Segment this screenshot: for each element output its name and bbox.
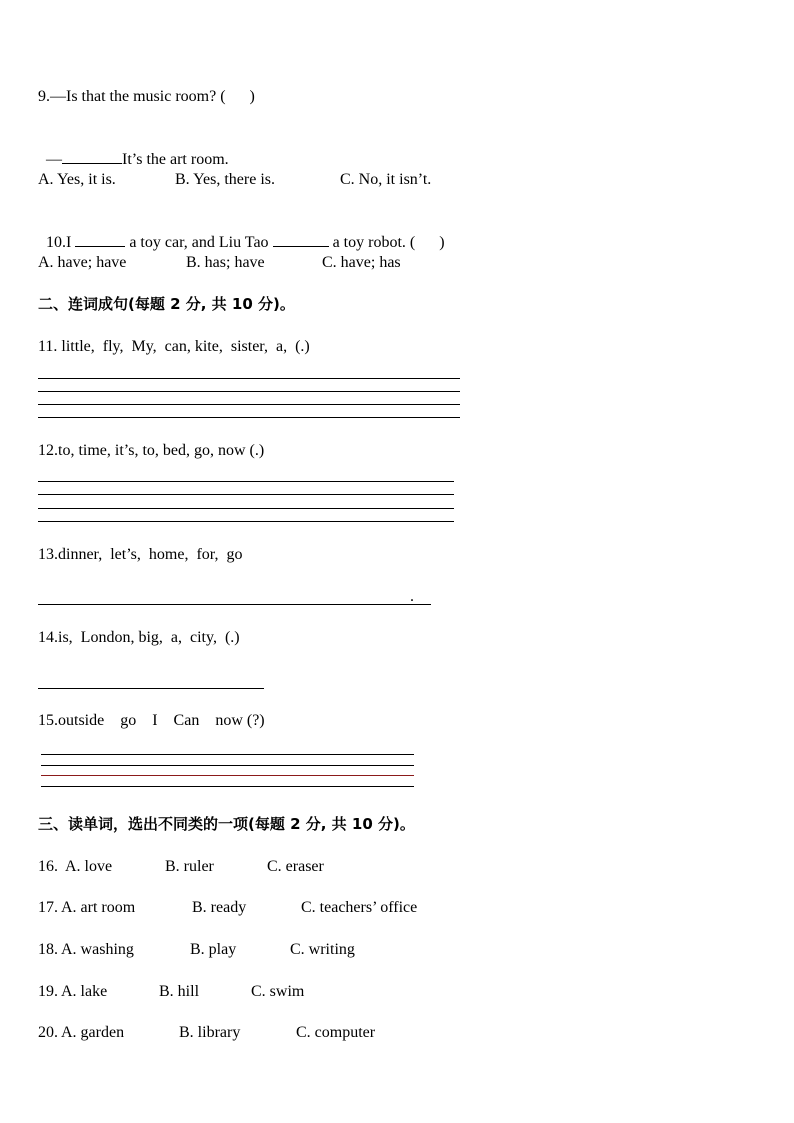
q12-writing-line <box>38 494 454 495</box>
q9-options <box>38 170 558 190</box>
q15-writing-line <box>41 775 414 776</box>
q10-question <box>38 212 445 253</box>
q10-option-b[interactable]: B. has; have <box>186 254 265 271</box>
q20-row <box>38 1023 558 1043</box>
q9-option-b[interactable]: B. Yes, there is. <box>175 171 276 188</box>
q9-question: 9.—Is that the music room? ( ) <box>38 88 255 105</box>
q11-writing-line <box>38 378 460 379</box>
q12-writing-line <box>38 521 454 522</box>
q15-writing-line <box>41 754 414 755</box>
q17-option-a[interactable]: A. art room <box>61 899 136 916</box>
q12-prompt: 12.to, time, it’s, to, bed, go, now (.) <box>38 442 265 459</box>
q16-option-a[interactable]: A. love <box>65 858 113 875</box>
q20-number: 20. <box>38 1024 58 1041</box>
q17-option-b[interactable]: B. ready <box>192 899 247 916</box>
q9-reply-dash: — <box>46 151 62 168</box>
q19-option-b[interactable]: B. hill <box>159 983 200 1000</box>
q15-writing-line <box>41 765 414 766</box>
q10-part1: I <box>66 234 76 251</box>
q10-blank-1[interactable] <box>75 232 125 247</box>
q17-number: 17. <box>38 899 58 916</box>
q18-option-b[interactable]: B. play <box>190 941 237 958</box>
q13-end-mark: . <box>410 588 414 605</box>
q20-option-b[interactable]: B. library <box>179 1024 241 1041</box>
q12-writing-line <box>38 481 454 482</box>
q12-writing-line <box>38 508 454 509</box>
q10-option-c[interactable]: C. have; has <box>322 254 401 271</box>
q19-row <box>38 982 558 1002</box>
q16-option-c[interactable]: C. eraser <box>267 858 324 875</box>
q20-option-c[interactable]: C. computer <box>296 1024 376 1041</box>
q18-row <box>38 940 558 960</box>
q15-writing-line <box>41 786 414 787</box>
section-2-title: 二、连词成句(每题 2 分, 共 10 分)。 <box>38 295 295 313</box>
q9-answer-blank[interactable] <box>62 149 122 164</box>
q16-number: 16. <box>38 858 58 875</box>
q18-option-a[interactable]: A. washing <box>61 941 134 958</box>
q11-prompt: 11. little, fly, My, can, kite, sister, a, (.) <box>38 338 310 355</box>
q11-writing-line <box>38 391 460 392</box>
q14-answer-line[interactable] <box>38 688 264 689</box>
q16-row <box>38 857 558 877</box>
q19-option-c[interactable]: C. swim <box>251 983 305 1000</box>
q13-prompt: 13.dinner, let’s, home, for, go <box>38 546 243 563</box>
q14-prompt: 14.is, London, big, a, city, (.) <box>38 629 240 646</box>
q10-options <box>38 253 558 273</box>
section-3-title: 三、读单词，选出不同类的一项(每题 2 分, 共 10 分)。 <box>38 815 415 833</box>
q9-option-c[interactable]: C. No, it isn’t. <box>340 171 432 188</box>
q10-option-a[interactable]: A. have; have <box>38 254 127 271</box>
q10-part2: a toy car, and Liu Tao <box>125 234 273 251</box>
q9-option-a[interactable]: A. Yes, it is. <box>38 171 116 188</box>
q10-blank-2[interactable] <box>273 232 329 247</box>
q18-option-c[interactable]: C. writing <box>290 941 355 958</box>
q9-reply <box>38 129 229 170</box>
q19-option-a[interactable]: A. lake <box>61 983 108 1000</box>
q19-number: 19. <box>38 983 58 1000</box>
q10-part3: a toy robot. ( ) <box>328 234 445 251</box>
q11-writing-line <box>38 417 460 418</box>
q16-option-b[interactable]: B. ruler <box>165 858 214 875</box>
q10-number: 10. <box>46 234 66 251</box>
q13-answer-line[interactable] <box>38 604 431 605</box>
q18-number: 18. <box>38 941 58 958</box>
q17-row <box>38 898 558 918</box>
q9-reply-text: It’s the art room. <box>122 151 229 168</box>
q15-prompt: 15.outside go I Can now (?) <box>38 712 265 729</box>
q20-option-a[interactable]: A. garden <box>61 1024 125 1041</box>
q17-option-c[interactable]: C. teachers’ office <box>301 899 418 916</box>
q11-writing-line <box>38 404 460 405</box>
